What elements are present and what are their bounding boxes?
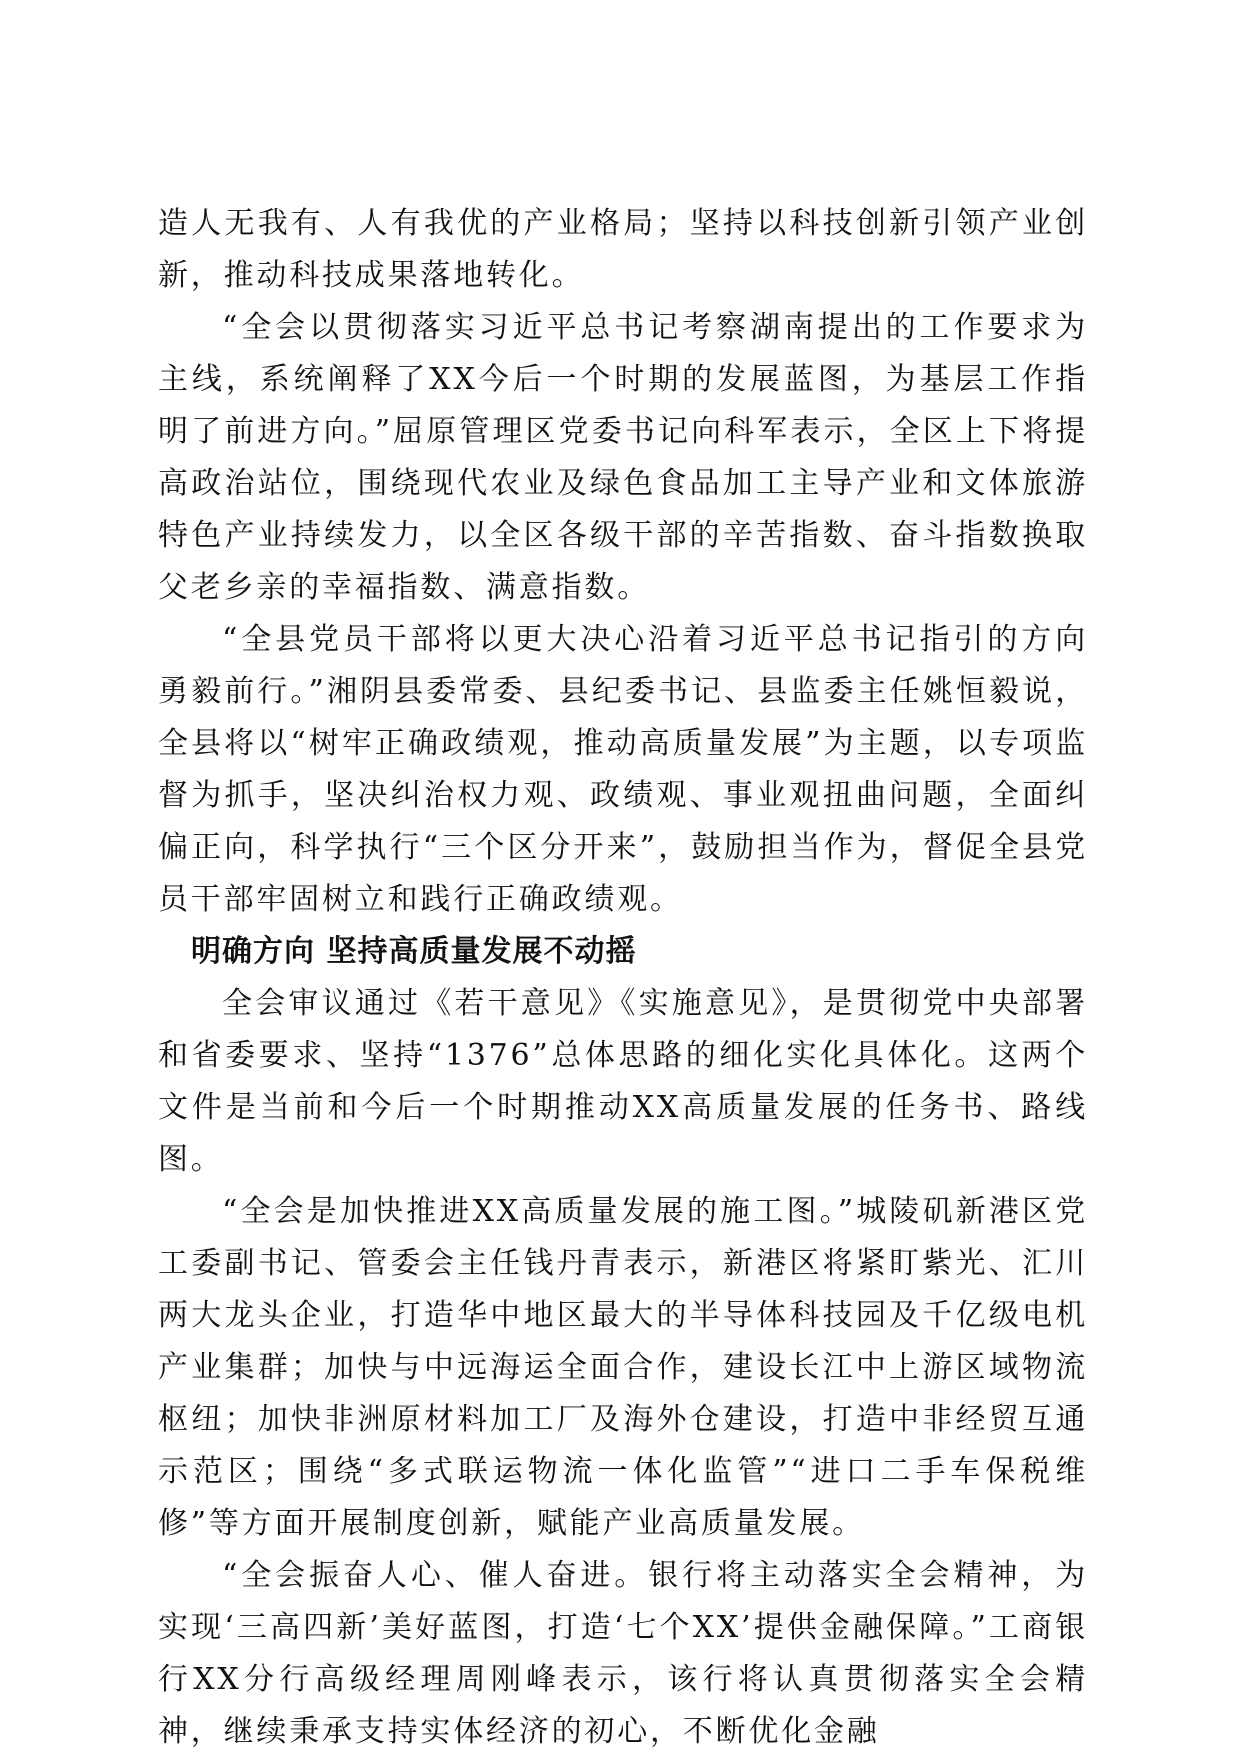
section-heading: 明确方向 坚持高质量发展不动摇 [191, 934, 637, 969]
article-body [158, 198, 1088, 1758]
paragraph-quote-xiang-kejun: “全会以贯彻落实习近平总书记考察湖南提出的工作要求为主线，系统阐释了XX今后一个时期的发展蓝图，为基层工作指明了前进方向。”屈原管理区党委书记向科军表示，全区上下将提高政治站位，围绕现代农业及绿色食品加工主导产业和文体旅游特色产业持续发力，以全区各级干部的辛苦指数、奋斗指数换取父老乡亲的幸福指数、满意指数。 [158, 310, 1088, 605]
paragraph-quote-zhou-gangfeng: “全会振奋人心、催人奋进。银行将主动落实全会精神，为实现‘三高四新’美好蓝图，打造‘七个XX’提供金融保障。”工商银行XX分行高级经理周刚峰表示，该行将认真贯彻落实全会精神，继续秉承支持实体经济的初心，不断优化金融 [158, 1558, 1088, 1749]
paragraph-quote-qian-danqing: “全会是加快推进XX高质量发展的施工图。”城陵矶新港区党工委副书记、管委会主任钱丹青表示，新港区将紧盯紫光、汇川两大龙头企业，打造华中地区最大的半导体科技园及千亿级电机产业集群；加快与中远海运全面合作，建设长江中上游区域物流枢纽；加快非洲原材料加工厂及海外仓建设，打造中非经贸互通示范区；围绕“多式联运物流一体化监管”“进口二手车保税维修”等方面开展制度创新，赋能产业高质量发展。 [158, 1194, 1088, 1541]
paragraph-quote-yao-hengyi: “全县党员干部将以更大决心沿着习近平总书记指引的方向勇毅前行。”湘阴县委常委、县纪委书记、县监委主任姚恒毅说，全县将以“树牢正确政绩观，推动高质量发展”为主题，以专项监督为抓手，坚决纠治权力观、政绩观、事业观扭曲问题，全面纠偏正向，科学执行“三个区分开来”，鼓励担当作为，督促全县党员干部牢固树立和践行正确政绩观。 [158, 622, 1088, 917]
paragraph-continuation: 造人无我有、人有我优的产业格局；坚持以科技创新引领产业创新，推动科技成果落地转化。 [158, 206, 1088, 293]
paragraph-plenary-review: 全会审议通过《若干意见》《实施意见》，是贯彻党中央部署和省委要求、坚持“1376”总体思路的细化实化具体化。这两个文件是当前和今后一个时期推动XX高质量发展的任务书、路线图。 [158, 986, 1088, 1177]
